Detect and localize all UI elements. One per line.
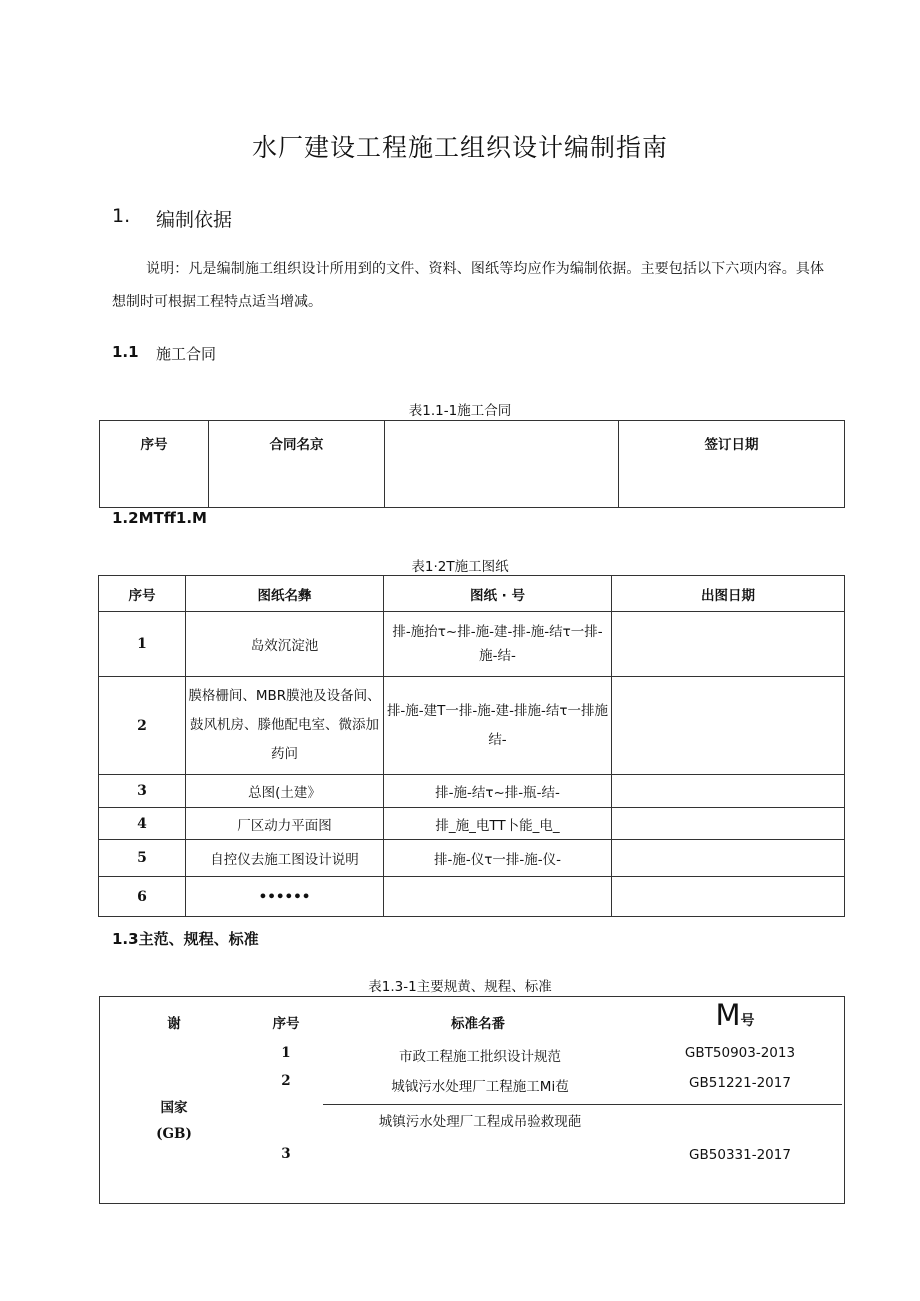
row-date [612, 808, 845, 840]
row-name: 膜格栅间、MBR膜池及设备间、鼓风机房、滕他配电室、微添加药问 [186, 677, 384, 775]
table3-header-no: 序号 [272, 1016, 300, 1032]
table2-caption: 表1·2T施工图纸 [411, 559, 509, 575]
row-no: 4 [99, 808, 186, 840]
table3-divider [323, 1104, 842, 1105]
table3-row3-no: 3 [281, 1146, 291, 1162]
table3-category-code: (GB) [156, 1126, 192, 1142]
row-name: •••••• [186, 877, 384, 917]
row-name: 岛效沉淀池 [186, 612, 384, 677]
table3-row3-name: 城镇污水处理厂工程成吊验救现葩 [378, 1114, 582, 1130]
table-row [99, 877, 845, 917]
section-1-3-heading: 1.3主范、规程、标准 [112, 930, 259, 948]
table3-row2-no: 2 [281, 1073, 291, 1089]
table3-row2-name: 城钺污水处理厂工程施工Mi苞 [391, 1079, 569, 1095]
table3-row1-code: GBT50903-2013 [684, 1045, 796, 1061]
row-code: 排-施抬τ~排-施-建-排-施-结τ一排-施-结- [384, 612, 612, 677]
table3-header-name: 标准名番 [451, 1016, 505, 1032]
row-no: 5 [99, 840, 186, 877]
row-no: 2 [99, 677, 186, 775]
section-1-1-number: 1.1 [112, 343, 139, 361]
table3-row1-no: 1 [281, 1045, 291, 1061]
row-date [612, 612, 845, 677]
section-1-2-heading: 1.2MTff1.M [112, 509, 207, 527]
table1-header-date: 签订日期 [619, 421, 845, 508]
table2-header-date: 出图日期 [612, 576, 845, 612]
row-code: 排-施-结τ~排-瓶-结- [384, 775, 612, 808]
table-row [99, 612, 845, 677]
drawings-table [98, 575, 845, 917]
row-date [612, 877, 845, 917]
table1-caption: 表1.1-1施工合同 [408, 403, 512, 419]
table3-category-label: 国家 [160, 1100, 188, 1116]
contract-table [99, 420, 845, 508]
row-code: 排-施-建T一排-施-建-排施-结τ一排施结- [384, 677, 612, 775]
row-code [384, 877, 612, 917]
table2-header-name: 图纸名彝 [186, 576, 384, 612]
table1-header-name: 合同名京 [209, 421, 385, 508]
row-date [612, 840, 845, 877]
table3-header-code-big: M [715, 998, 741, 1032]
section-1-number: 1. [112, 205, 131, 227]
table-row [99, 840, 845, 877]
row-no: 6 [99, 877, 186, 917]
table3-header-code [680, 998, 790, 1032]
table2-header-code: 图纸 · 号 [384, 576, 612, 612]
table2-header-no: 序号 [99, 576, 186, 612]
row-date [612, 775, 845, 808]
table1-header-blank [385, 421, 619, 508]
row-name: 总图(土建》 [186, 775, 384, 808]
section-1-heading: 编制依据 [156, 209, 233, 231]
table-row [99, 677, 845, 775]
table3-row3-code: GB50331-2017 [689, 1147, 791, 1163]
table3-row1-name: 市政工程施工批织设计规范 [399, 1049, 561, 1065]
table1-header-no: 序号 [100, 421, 209, 508]
row-name: 厂区动力平面图 [186, 808, 384, 840]
table-row [99, 775, 845, 808]
table3-caption: 表1.3-1主要规黄、规程、标准 [368, 979, 552, 995]
table3-header-code-small: 号 [740, 1013, 755, 1029]
row-no: 3 [99, 775, 186, 808]
table-row [99, 808, 845, 840]
section-1-1-heading: 施工合同 [156, 345, 217, 363]
row-code: 排-施-仪τ一排-施-仪- [384, 840, 612, 877]
table3-row2-code: GB51221-2017 [689, 1075, 791, 1091]
intro-paragraph: 说明：凡是编制施工组织设计所用到的文件、资料、图纸等均应作为编制依据。主要包括以下六项内容。具体想制时可根据工程特点适当增减。 [112, 261, 824, 310]
row-code: 排_施_电TT卜能_电_ [384, 808, 612, 840]
table3-header-category: 谢 [167, 1016, 181, 1032]
page-title: 水厂建设工程施工组织设计编制指南 [251, 133, 668, 162]
row-name: 自控仪去施工图设计说明 [186, 840, 384, 877]
row-date [612, 677, 845, 775]
row-no: 1 [99, 612, 186, 677]
